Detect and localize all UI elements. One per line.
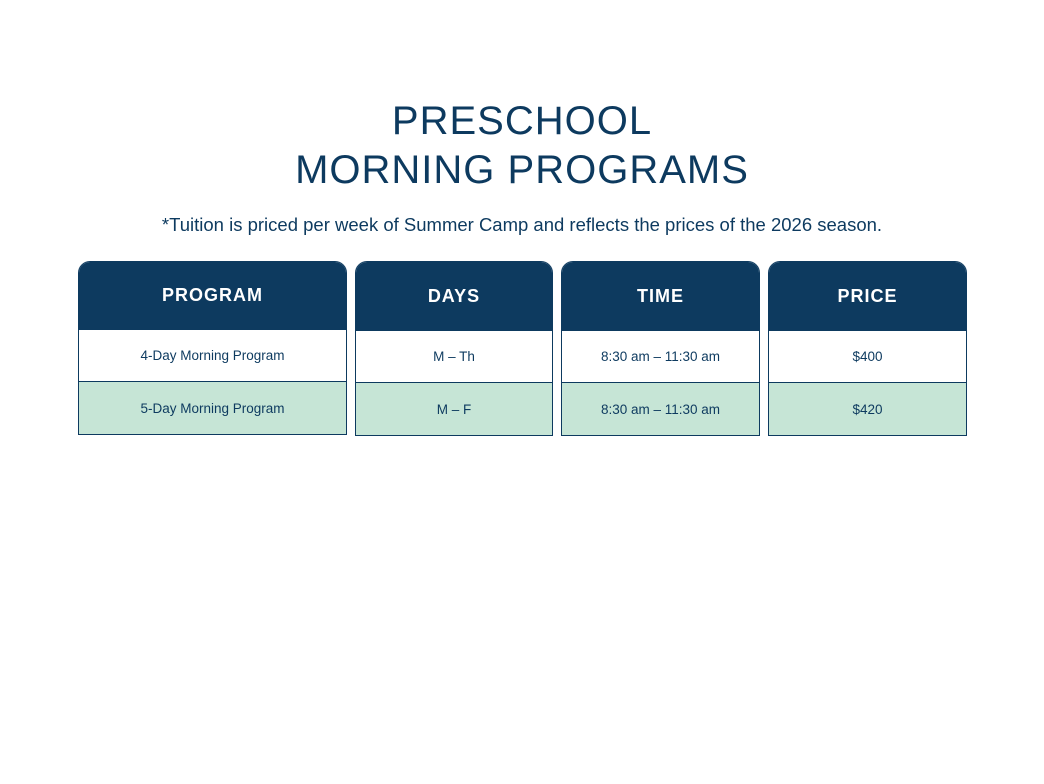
page-title-line-1: PRESCHOOL [391, 99, 653, 143]
time-cell-row-2: 8:30 am – 11:30 am [562, 383, 759, 435]
time-cell-row-1: 8:30 am – 11:30 am [562, 331, 759, 383]
price-column [768, 261, 967, 436]
tuition-note: *Tuition is priced per week of Summer Camp and reflects the prices of the 2026 season. [161, 214, 883, 235]
price-column-header: PRICE [769, 262, 966, 331]
program-column [78, 261, 347, 435]
price-cell-row-2: $420 [769, 383, 966, 435]
time-column-header: TIME [562, 262, 759, 331]
time-column [561, 261, 760, 436]
program-column-header: PROGRAM [79, 262, 346, 330]
days-cell-row-2: M – F [356, 383, 552, 435]
days-column-header: DAYS [356, 262, 552, 331]
days-column [355, 261, 553, 436]
program-cell-row-1: 4-Day Morning Program [79, 330, 346, 382]
price-cell-row-1: $400 [769, 331, 966, 383]
program-cell-row-2: 5-Day Morning Program [79, 382, 346, 434]
page-title-line-2: MORNING PROGRAMS [295, 148, 749, 192]
days-cell-row-1: M – Th [356, 331, 552, 383]
